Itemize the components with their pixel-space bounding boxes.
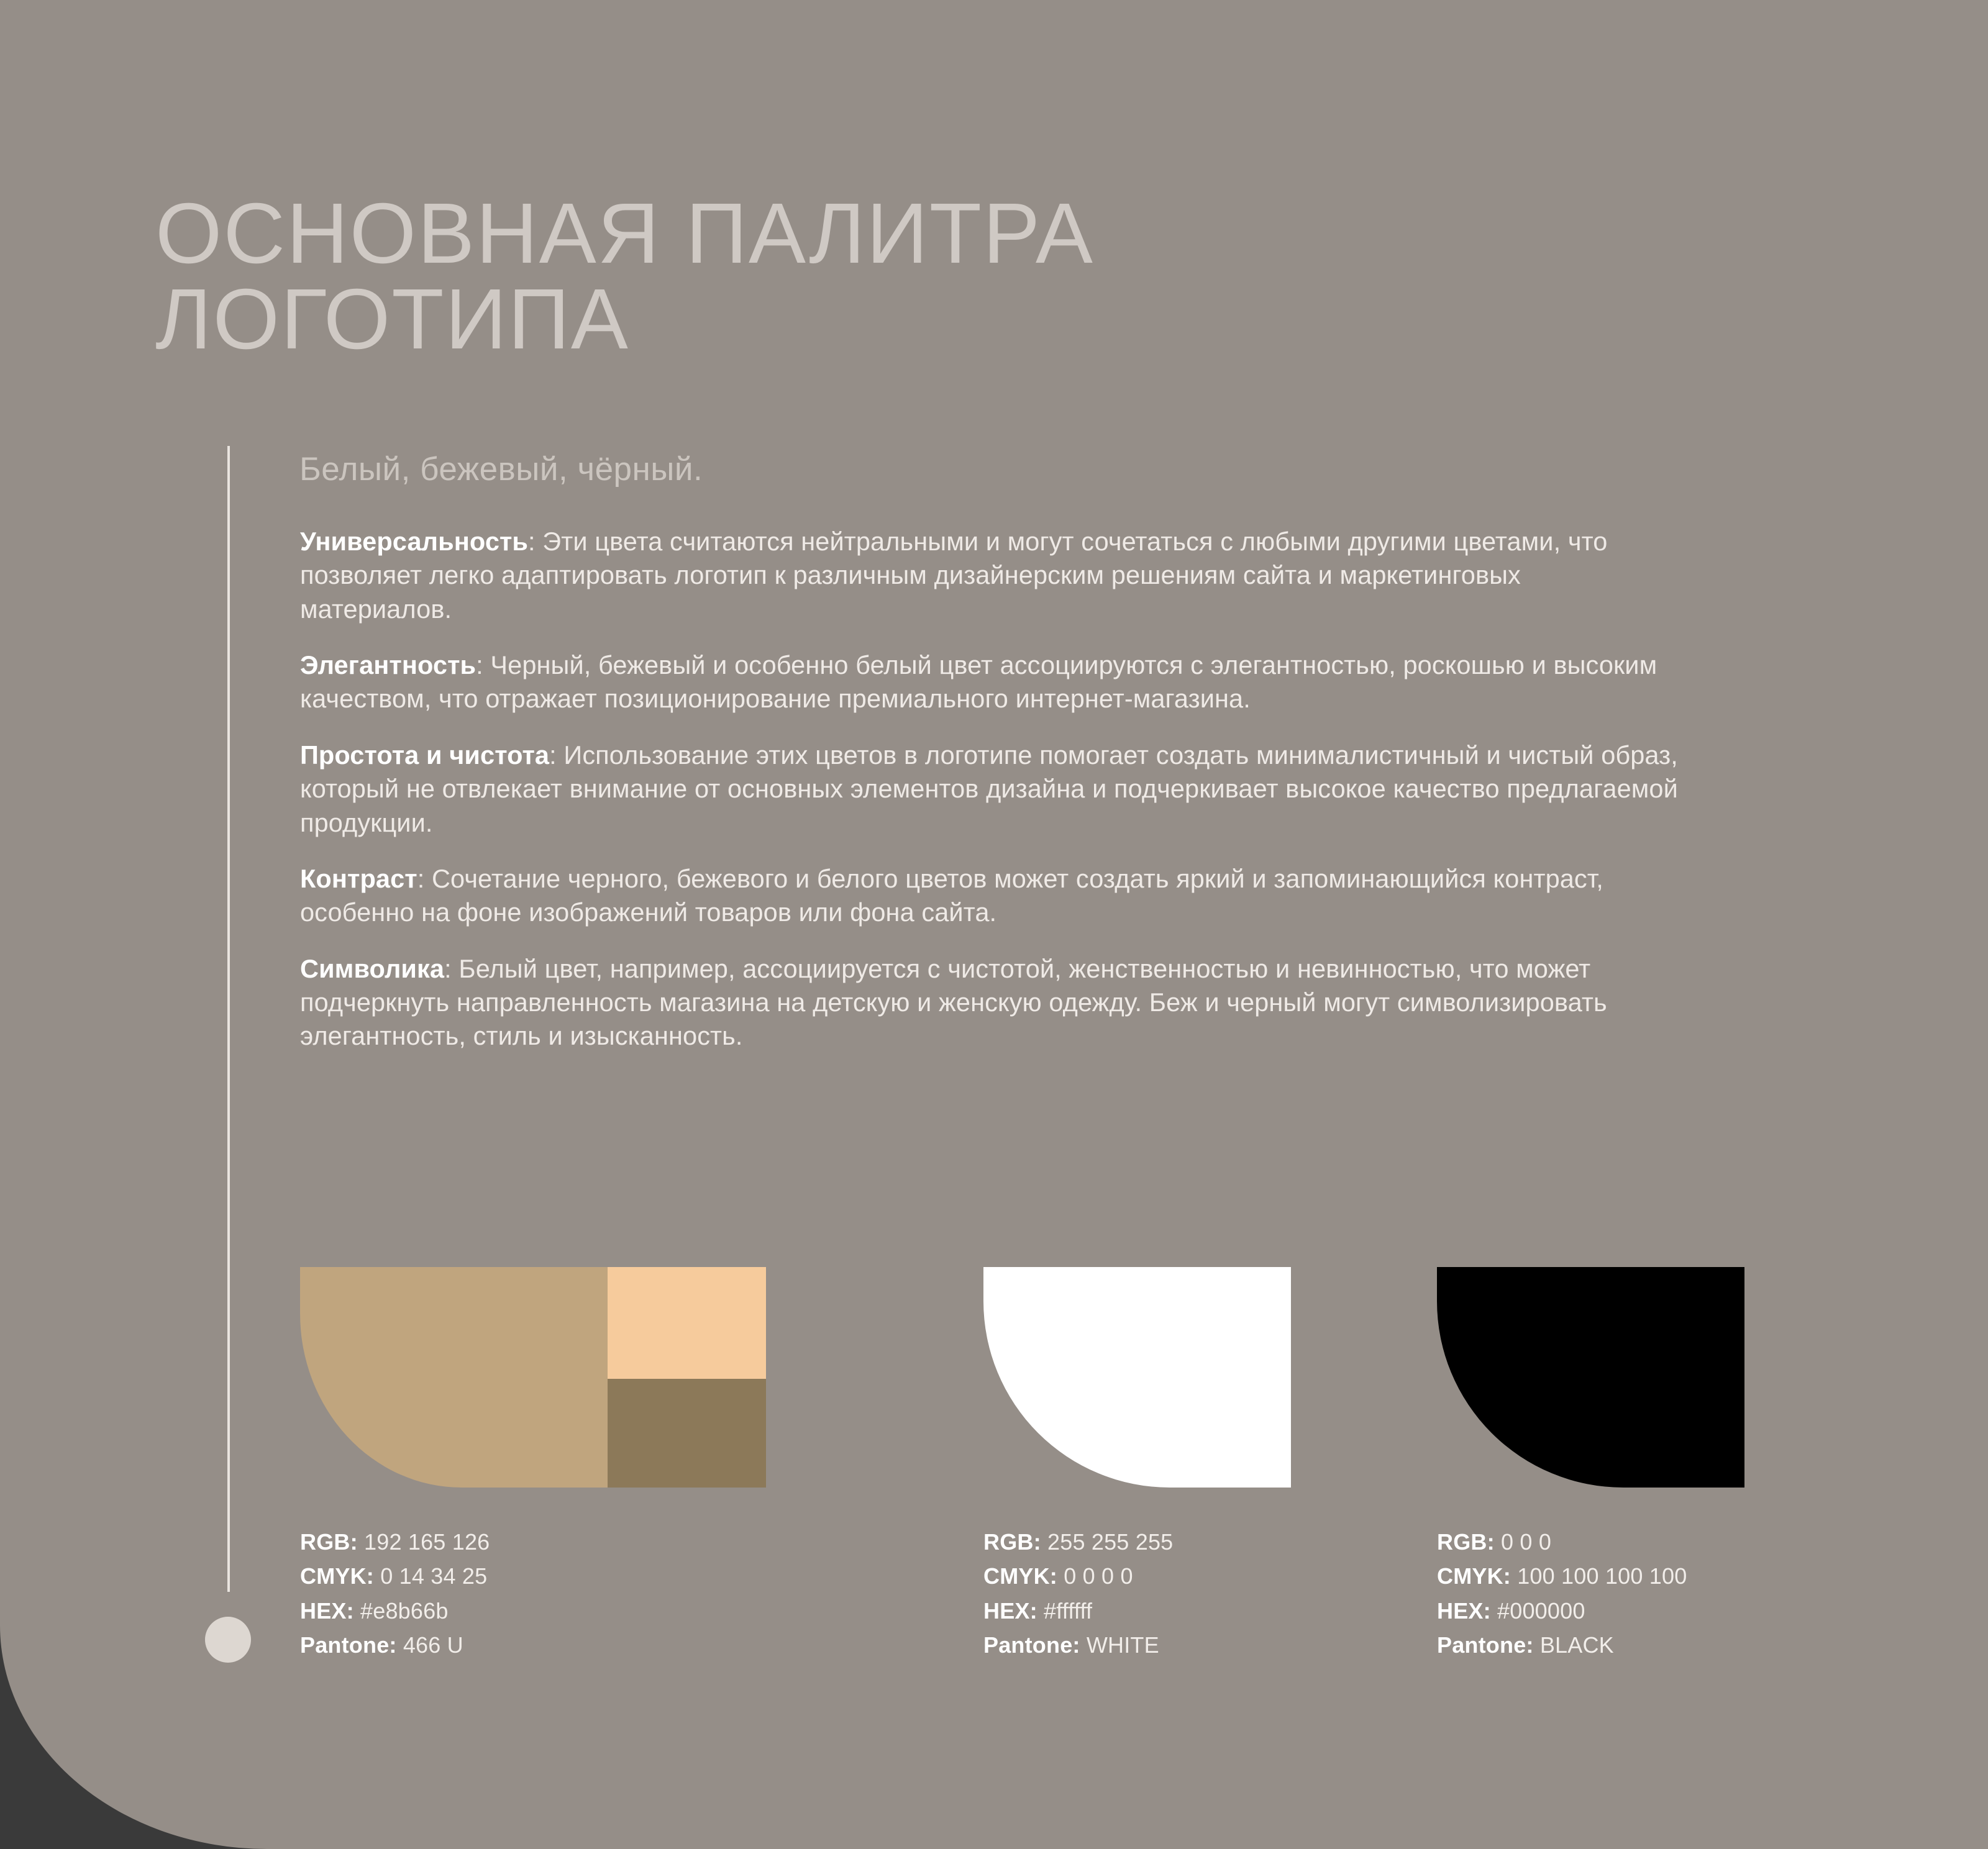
swatch-beige-rgb-label: RGB:	[300, 1529, 358, 1555]
swatch-beige-cmyk-value: 0 14 34 25	[380, 1563, 488, 1589]
swatch-white-cmyk-label: CMYK:	[983, 1563, 1057, 1589]
paragraph-lead-elegance: Элегантность	[300, 650, 476, 680]
swatch-black-rgb-value: 0 0 0	[1501, 1529, 1552, 1555]
paragraph-universality	[300, 525, 1679, 626]
swatch-beige-main-shape	[300, 1267, 608, 1488]
swatch-white-cmyk-row	[983, 1559, 1443, 1593]
body-text-block	[300, 525, 1679, 1076]
page-title	[155, 186, 1895, 368]
swatch-beige-dark-shape	[608, 1379, 766, 1488]
swatch-white-rgb-value: 255 255 255	[1047, 1529, 1174, 1555]
swatch-white-info	[983, 1525, 1443, 1663]
paragraph-text-universality: : Эти цвета считаются нейтральными и могут сочетаться с любыми другими цветами, что позволяет легко адаптировать логотип к различным дизайнерским решениям сайта и маркетинговых материалов.	[300, 527, 1608, 624]
swatch-white-hex-value: #ffffff	[1044, 1597, 1093, 1624]
paragraph-elegance	[300, 648, 1679, 716]
paragraph-lead-contrast: Контраст	[300, 863, 417, 893]
swatch-beige-cmyk-label: CMYK:	[300, 1563, 374, 1589]
swatch-white-pantone-value: WHITE	[1086, 1632, 1159, 1658]
swatch-beige-cmyk-row	[300, 1559, 760, 1593]
swatch-beige-light-shape	[608, 1267, 766, 1379]
swatch-beige-hex-label: HEX:	[300, 1597, 354, 1624]
swatch-beige	[300, 1267, 760, 1663]
swatch-white-hex-label: HEX:	[983, 1597, 1037, 1624]
swatch-black-hex-value: #000000	[1497, 1597, 1585, 1624]
paragraph-lead-symbolism: Символика	[300, 953, 445, 983]
paragraph-text-elegance: : Черный, бежевый и особенно белый цвет ассоциируются с элегантностью, роскошью и высоким качеством, что отражает позиционирование премиального интернет-магазина.	[300, 650, 1657, 714]
page-title-line-1: ОСНОВНАЯ ПАЛИТРА	[155, 186, 1094, 282]
swatch-beige-pantone-row	[300, 1628, 760, 1662]
swatch-white-hex-row	[983, 1594, 1443, 1628]
swatch-white-rgb-label: RGB:	[983, 1529, 1041, 1555]
paragraph-text-simplicity: : Использование этих цветов в логотипе помогает создать минималистичный и чистый образ, который не отвлекает внимание от основных элементов дизайна и подчеркивает высокое качество предлагаемой продукции.	[300, 740, 1678, 837]
swatch-white-pantone-row	[983, 1628, 1443, 1662]
color-swatches	[300, 1267, 1915, 1702]
swatch-black-rgb-label: RGB:	[1437, 1529, 1495, 1555]
paragraph-simplicity	[300, 738, 1679, 840]
swatch-black-pantone-row	[1437, 1628, 1897, 1662]
timeline-end-dot-icon	[205, 1617, 251, 1663]
paragraph-lead-universality: Универсальность	[300, 527, 529, 556]
paragraph-lead-simplicity: Простота и чистота	[300, 740, 550, 770]
swatch-black-hex-row	[1437, 1594, 1897, 1628]
swatch-white-main-shape	[983, 1267, 1291, 1488]
swatch-black-hex-label: HEX:	[1437, 1597, 1491, 1624]
paragraph-text-contrast: : Сочетание черного, бежевого и белого цветов может создать яркий и запоминающийся контраст, особенно на фоне изображений товаров или фона сайта.	[300, 863, 1603, 927]
swatch-black-cmyk-row	[1437, 1559, 1897, 1593]
paragraph-contrast	[300, 862, 1679, 930]
swatch-white-shape	[983, 1267, 1294, 1488]
swatch-black-info	[1437, 1525, 1897, 1663]
swatch-beige-rgb-row	[300, 1525, 760, 1559]
swatch-black-cmyk-label: CMYK:	[1437, 1563, 1511, 1589]
swatch-black-main-shape	[1437, 1267, 1744, 1488]
swatch-black-pantone-value: BLACK	[1539, 1632, 1614, 1658]
swatch-beige-pantone-label: Pantone:	[300, 1632, 397, 1658]
swatch-black-rgb-row	[1437, 1525, 1897, 1559]
swatch-beige-shape	[300, 1267, 611, 1488]
swatch-white-cmyk-value: 0 0 0 0	[1064, 1563, 1133, 1589]
swatch-white-pantone-label: Pantone:	[983, 1632, 1080, 1658]
swatch-black-cmyk-value: 100 100 100 100	[1517, 1563, 1687, 1589]
swatch-beige-hex-row	[300, 1594, 760, 1628]
swatch-black-shape	[1437, 1267, 1748, 1488]
swatch-beige-rgb-value: 192 165 126	[364, 1529, 490, 1555]
swatch-beige-info	[300, 1525, 760, 1663]
page-subtitle: Белый, бежевый, чёрный.	[299, 451, 703, 488]
swatch-beige-pantone-value: 466 U	[403, 1632, 463, 1658]
swatch-black	[1437, 1267, 1897, 1663]
swatch-white-rgb-row	[983, 1525, 1443, 1559]
swatch-white	[983, 1267, 1443, 1663]
swatch-beige-hex-value: #e8b66b	[360, 1597, 449, 1624]
swatch-black-pantone-label: Pantone:	[1437, 1632, 1534, 1658]
paragraph-text-symbolism: : Белый цвет, например, ассоциируется с чистотой, женственностью и невинностью, что может подчеркнуть направленность магазина на детскую и женскую одежду. Беж и черный могут символизировать элегантность, стиль и изысканность.	[300, 953, 1607, 1051]
paragraph-symbolism	[300, 952, 1679, 1053]
page-title-line-2: ЛОГОТИПА	[155, 271, 629, 368]
timeline-vertical-rule	[227, 446, 230, 1592]
